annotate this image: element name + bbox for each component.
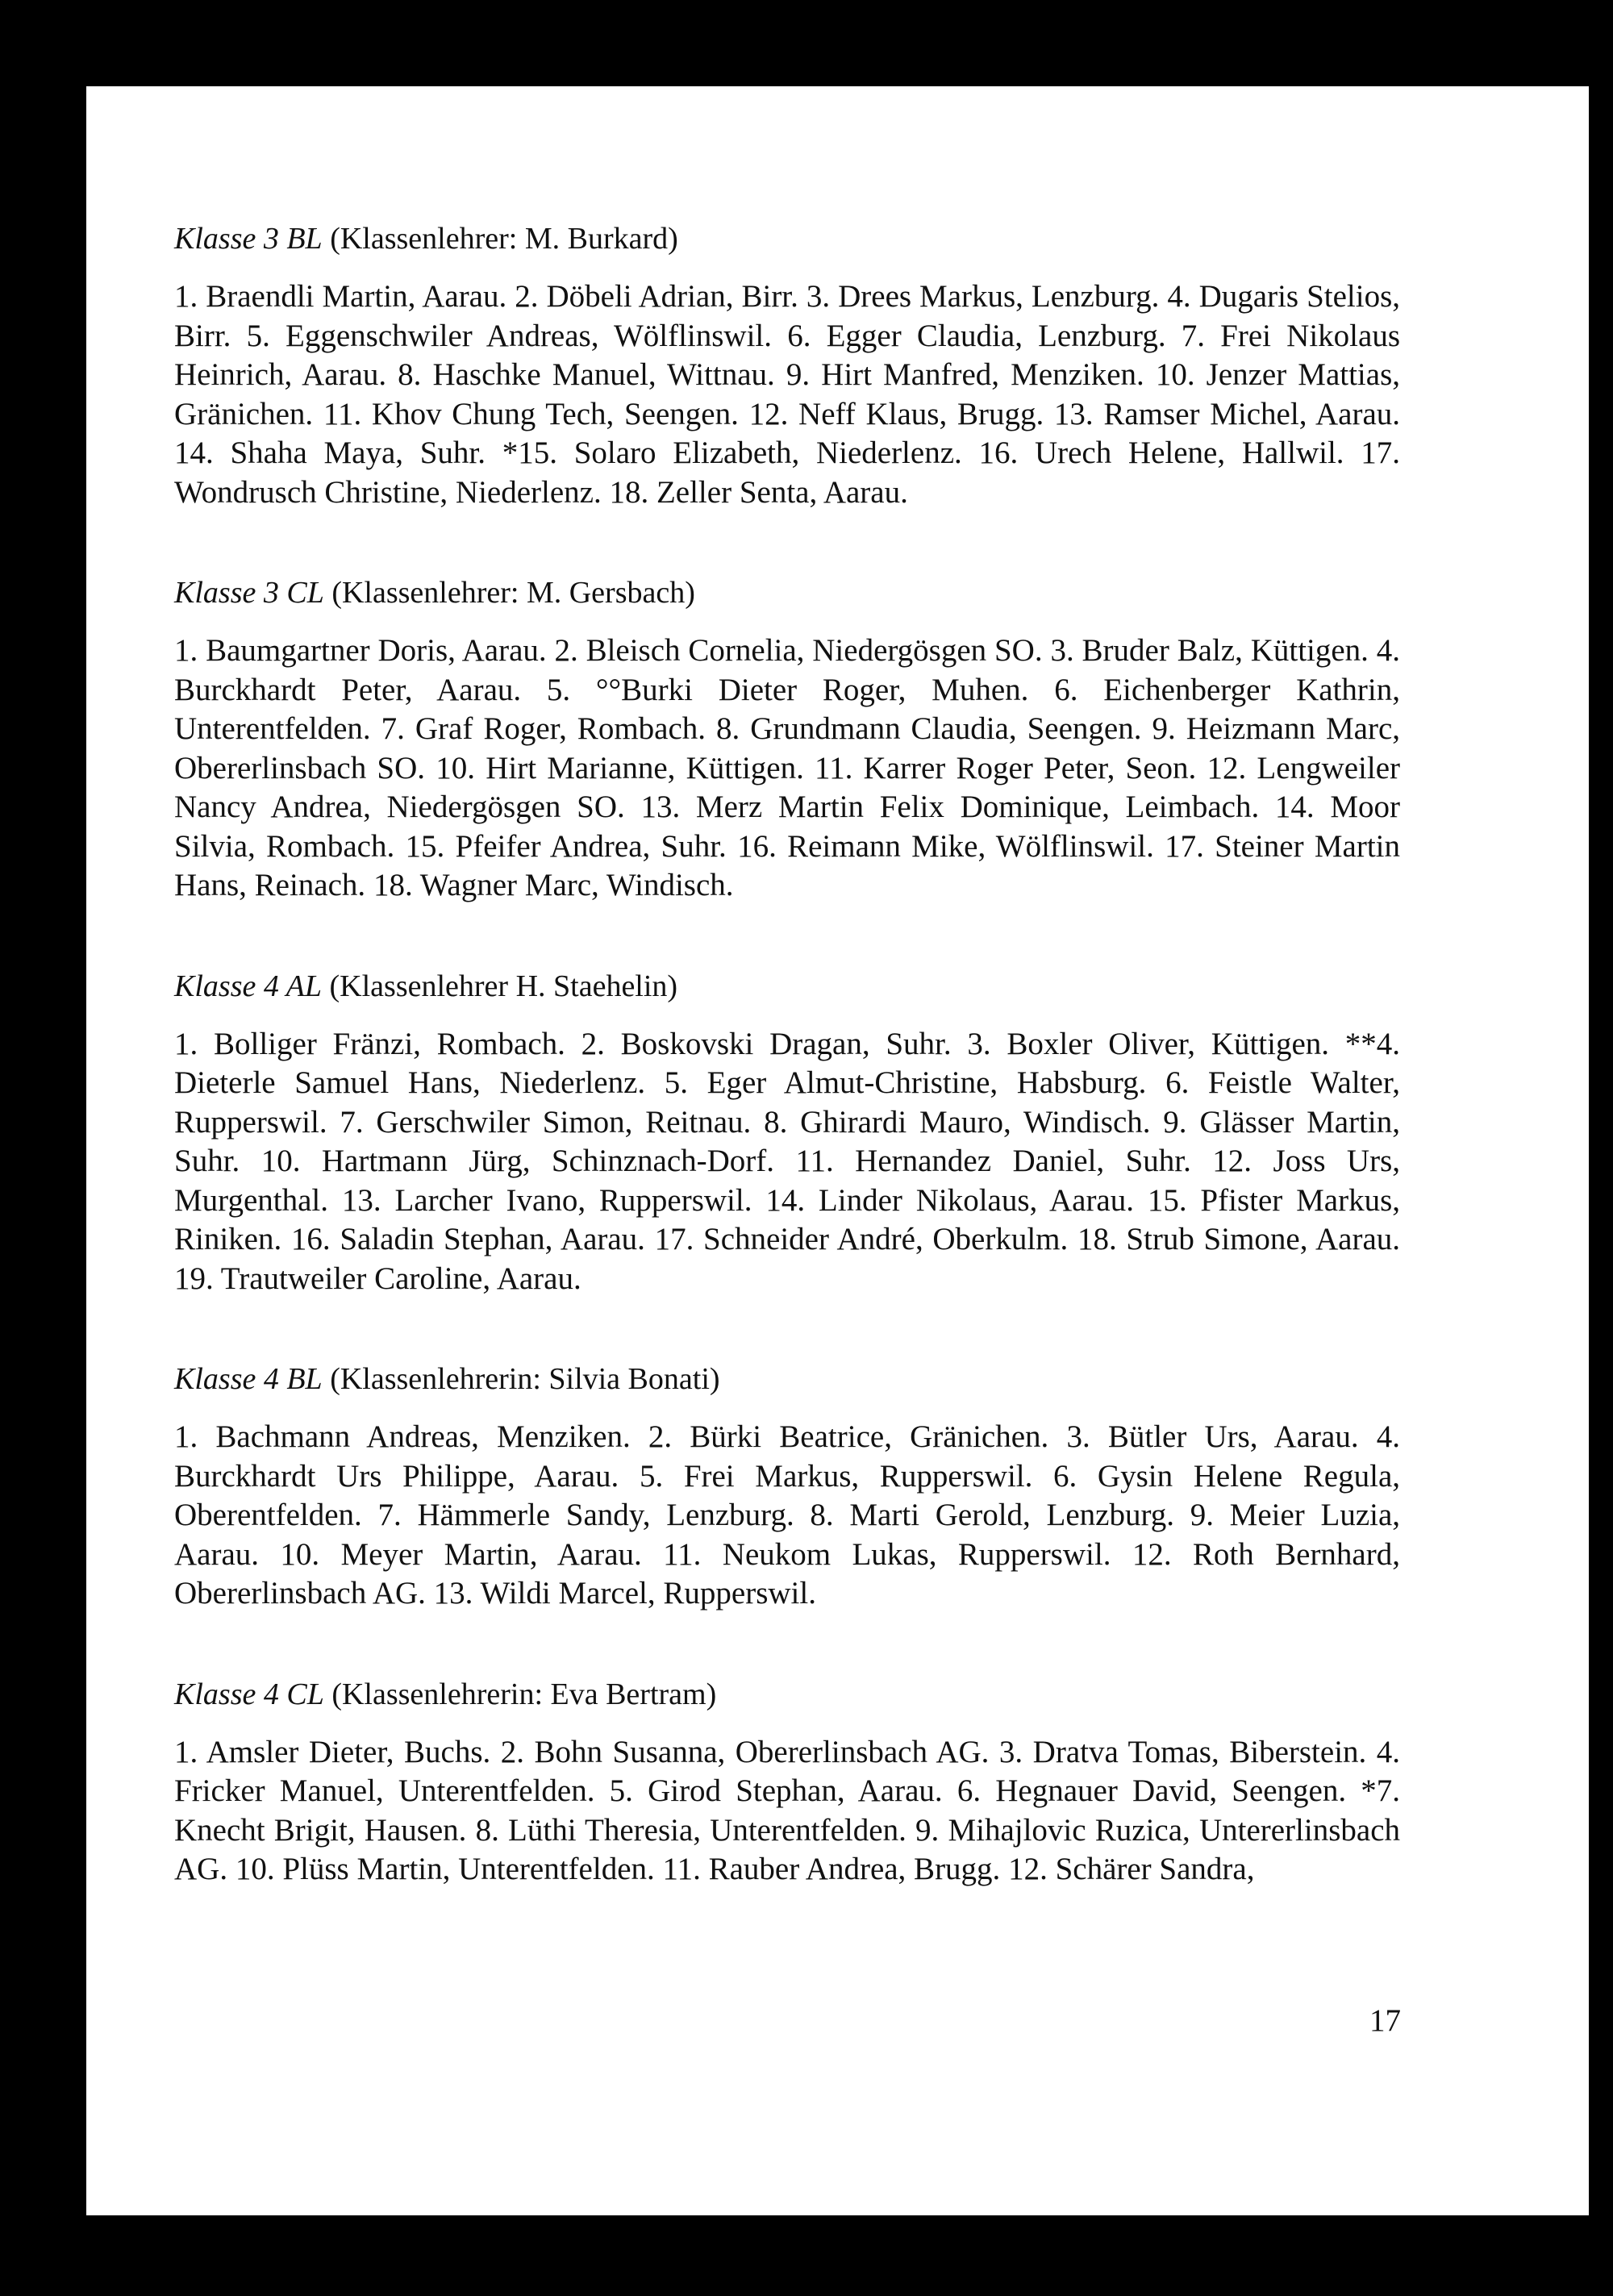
student-entry: 7. Graf Roger, Rombach. [381,711,706,746]
student-entry: 11. Rauber Andrea, Brugg. [662,1852,1001,1886]
student-entry: 9. Meier Luzia, Aarau. [174,1498,1401,1572]
student-entry: 11. Karrer Roger Peter, Seon. [815,750,1197,785]
student-entry: 2. Döbeli Adrian, Birr. [515,279,798,314]
class-label: Klasse 3 CL [174,576,324,610]
class-label: Klasse 4 BL [174,1362,323,1396]
student-entry: 7. Gerschwiler Simon, Reitnau. [340,1104,752,1140]
student-entry: 7. Frei Nikolaus Heinrich, Aarau. [174,318,1400,392]
teacher-label: (Klassenlehrer: M. Burkard) [330,222,678,256]
section-heading [174,1360,1400,1398]
student-entry: 8. Marti Gerold, Lenzburg. [810,1498,1174,1532]
student-list [174,1418,1400,1614]
student-entry: 1. Bolliger Fränzi, Rombach. [174,1026,565,1061]
teacher-label: (Klassenlehrerin: Silvia Bonati) [330,1362,720,1396]
student-entry: 17. Steiner Martin Hans, Reinach. [174,828,1401,902]
student-entry: 6. Gysin Helene Regula, Oberentfelden. [174,1458,1401,1532]
student-entry: 5. Girod Stephan, Aarau. [609,1773,943,1808]
student-entry: 1. Braendli Martin, Aarau. [174,279,507,314]
student-entry: 15. Pfister Markus, Riniken. [174,1182,1400,1256]
student-entry: 17. Wondrusch Christine, Niederlenz. [174,435,1401,510]
student-entry: 16. Urech Helene, Hallwil. [978,435,1344,470]
student-entry: 8. Haschke Manuel, Wittnau. [398,357,775,392]
student-entry: 14. Shaha Maya, Suhr. [174,435,486,470]
class-section-4bl [174,1360,1400,1614]
student-entry: 13. Merz Martin Felix Dominique, Leimbach. [640,790,1260,824]
document-page [86,86,1589,2215]
student-entry: 6. Feistle Walter, Rupperswil. [174,1065,1400,1140]
student-list [174,1025,1400,1299]
student-entry: 19. Trautweiler Caroline, Aarau. [174,1261,581,1296]
student-entry: 11. Hernandez Daniel, Suhr. [795,1144,1191,1178]
student-entry: 13. Larcher Ivano, Rupperswil. [341,1182,752,1218]
student-entry: 14. Moor Silvia, Rombach. [174,790,1401,864]
section-heading [174,1675,1400,1714]
student-entry: 5. Eggenschwiler Andreas, Wölflinswil. [246,318,773,353]
student-entry: 14. Linder Nikolaus, Aarau. [765,1182,1134,1218]
student-entry: 9. Mihajlovic Ruzica, Untererlinsbach AG. [174,1812,1401,1886]
student-entry: 18. Wagner Marc, Windisch. [373,868,734,902]
student-entry: 2. Boskovski Dragan, Suhr. [581,1026,952,1061]
student-entry: 1. Bachmann Andreas, Menziken. [174,1419,631,1454]
student-entry: 3. Boxler Oliver, Küttigen. [967,1026,1330,1061]
student-entry: 3. Bütler Urs, Aarau. [1066,1419,1359,1454]
student-entry: 5. Eger Almut-Christine, Habsburg. [664,1065,1147,1100]
student-entry: 7. Hämmerle Sandy, Lenzburg. [377,1498,794,1532]
student-entry: 12. Neff Klaus, Brugg. [748,396,1044,431]
section-heading [174,573,1400,612]
student-entry: 11. Khov Chung Tech, Seengen. [323,396,739,431]
student-entry: 12. Lengweiler Nancy Andrea, Niedergösgen SO. [174,750,1401,824]
class-label: Klasse 3 BL [174,222,323,256]
class-lists [174,219,1400,1951]
student-entry: 2. Bleisch Cornelia, Niedergösgen SO. [554,633,1043,668]
student-entry: 8. Grundmann Claudia, Seengen. [716,711,1142,746]
student-entry: 5. °°Burki Dieter Roger, Muhen. [546,672,1029,707]
class-section-4al [174,967,1400,1299]
student-entry: 15. Pfeifer Andrea, Suhr. [405,828,727,864]
teacher-label: (Klassenlehrer: M. Gersbach) [331,576,695,610]
class-label: Klasse 4 AL [174,969,323,1003]
student-entry: 4. Fricker Manuel, Unterentfelden. [174,1734,1401,1808]
student-list [174,277,1400,512]
student-entry: 3. Drees Markus, Lenzburg. [806,279,1160,314]
student-entry: *15. Solaro Elizabeth, Niederlenz. [502,435,962,470]
class-section-4cl [174,1675,1400,1890]
student-entry: 4. Burckhardt Peter, Aarau. [174,633,1401,707]
student-entry: 4. Dugaris Stelios, Birr. [174,279,1401,353]
class-section-3bl [174,219,1400,512]
student-entry: 4. Burckhardt Urs Philippe, Aarau. [174,1419,1400,1494]
student-entry: 13. Wildi Marcel, Rupperswil. [433,1576,816,1611]
student-entry: 6. Egger Claudia, Lenzburg. [787,318,1166,353]
student-entry: 2. Bürki Beatrice, Gränichen. [648,1419,1049,1454]
student-entry: 3. Bruder Balz, Küttigen. [1050,633,1369,668]
student-entry: 12. Joss Urs, Murgenthal. [174,1144,1400,1218]
student-entry: 6. Eichenberger Kathrin, Unterentfelden. [174,672,1401,746]
page-number: 17 [1369,2003,1401,2038]
student-list [174,1733,1400,1890]
student-entry: 1. Amsler Dieter, Buchs. [174,1734,491,1769]
student-entry: 16. Saladin Stephan, Aarau. [290,1222,645,1256]
student-entry: 10. Meyer Martin, Aarau. [280,1536,642,1572]
student-entry: 10. Jenzer Mattias, Gränichen. [174,357,1400,431]
student-entry: 8. Lüthi Theresia, Unterentfelden. [475,1812,907,1848]
student-entry: 8. Ghirardi Mauro, Windisch. [764,1104,1151,1140]
student-entry: 16. Reimann Mike, Wölflinswil. [737,828,1154,864]
student-entry: 10. Hirt Marianne, Küttigen. [436,750,804,785]
student-entry: 12. Roth Bernhard, Obererlinsbach AG. [174,1536,1400,1611]
student-entry: **4. Dieterle Samuel Hans, Niederlenz. [174,1026,1401,1100]
class-label: Klasse 4 CL [174,1677,324,1711]
class-section-3cl [174,573,1400,906]
student-entry: 10. Plüss Martin, Unterentfelden. [235,1852,655,1886]
teacher-label: (Klassenlehrer H. Staehelin) [329,969,678,1003]
student-entry: 12. Schärer Sandra, [1008,1852,1255,1886]
student-entry: 9. Heizmann Marc, Obererlinsbach SO. [174,711,1401,785]
student-entry: 2. Bohn Susanna, Obererlinsbach AG. [500,1734,990,1769]
student-entry: 13. Ramser Michel, Aarau. [1053,396,1401,431]
student-entry: 3. Dratva Tomas, Biberstein. [998,1734,1367,1769]
student-entry: 17. Schneider André, Oberkulm. [654,1222,1069,1256]
student-entry: 18. Strub Simone, Aarau. [1077,1222,1401,1256]
student-entry: 6. Hegnauer David, Seengen. [957,1773,1347,1808]
student-entry: 1. Baumgartner Doris, Aarau. [174,633,547,668]
student-entry: 10. Hartmann Jürg, Schinznach-Dorf. [260,1144,775,1178]
student-entry: 11. Neukom Lukas, Rupperswil. [663,1536,1111,1572]
teacher-label: (Klassenlehrerin: Eva Bertram) [331,1677,717,1711]
section-heading [174,219,1400,258]
student-entry: 18. Zeller Senta, Aarau. [609,474,908,510]
student-entry: 9. Glässer Martin, Suhr. [174,1104,1400,1178]
student-entry: *7. Knecht Brigit, Hausen. [174,1773,1401,1848]
student-entry: 9. Hirt Manfred, Menziken. [786,357,1144,392]
student-list [174,631,1400,906]
section-heading [174,967,1400,1006]
student-entry: 5. Frei Markus, Rupperswil. [639,1458,1033,1494]
